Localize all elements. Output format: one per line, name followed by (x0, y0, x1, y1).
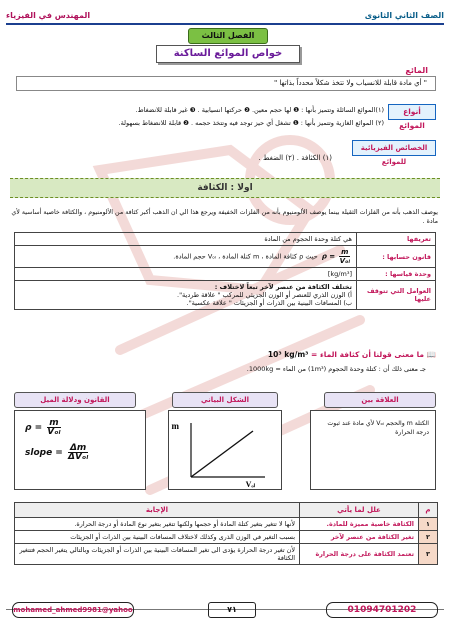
y-axis-label: m (171, 421, 179, 431)
table-row (15, 233, 436, 246)
top-bar (6, 8, 444, 22)
types-label: أنواع الموائع (388, 104, 436, 120)
properties-label: الخصائص الفيزيائية للموائع (352, 140, 436, 156)
page-title: خواص الموائع الساكنة (156, 45, 300, 63)
row-label: قانون حسابها : (357, 246, 436, 268)
table-row: ٣ تعتمد الكثافة على درجة الحرارة لأن تغير درجة الحرارة يؤدى الى تغير المسافات البينية بين الذرات أو الجزيئات وبالتالي يتغير الحجم فتتغير الكثافة (15, 544, 438, 565)
x-axis-label: Vₒₗ (245, 480, 255, 489)
grade-label: الصف الثاني الثانوى (364, 10, 444, 20)
meaning-question: 📖 ما معنى قولنا أن كثافة الماء = 10³ kg/m³ (267, 350, 436, 359)
intro-paragraph: يوصف الذهب بأنه من الفلزات الثقيلة بينما يوصف الألومنيوم بأنه من الفلزات الخفيفة ويرجع هذا الي ان الذهب أكبر كثافة من الألومنيوم ، والكثافة خاصية أساسية لأي مادة . (11, 209, 438, 225)
top-divider (6, 23, 444, 25)
slope-law: slope = $\frac{\Delta m}{\text{ΔVₒₗ}}$ (25, 443, 89, 462)
density-table (14, 232, 436, 310)
definition-label: المائع (405, 66, 428, 75)
section-banner-density: اولا : الكثافة (10, 178, 440, 198)
formula-explanation: حيث ρ كثافة المادة ، m كتلة المادة ، Vₒₗ حجم المادة. (173, 252, 318, 261)
col-num: م (419, 503, 438, 518)
law-title: القانون ودلالة الميل (14, 392, 136, 408)
footer-email: mohamed_ahmed9981@yahoo (12, 602, 134, 618)
author-label: المهندس في الفيزياء (6, 10, 91, 20)
table-header-row (15, 503, 438, 518)
row-value: تختلف الكثافة من عنصر لآخر تبعاً لاختلاف : أ) الوزن الذري للعنصر أو الوزن الجزيئي للمركب " علاقة طردية". ب) المسافات البينية بين الذرات أو الجزيئات " علاقة عكسية". (15, 281, 357, 310)
book-icon: 📖 (426, 350, 436, 359)
row-value: هي كتلة وحدة الحجوم من المادة (15, 233, 357, 246)
row-label: العوامل التي تتوقف عليها (357, 281, 436, 310)
meaning-answer: جـ معنى ذلك أن : كتلة وحدة الحجوم (1m³) من الماء = 1000kg. (246, 365, 426, 373)
row-label: وحدة قياسها : (357, 268, 436, 281)
density-formula: ρ = $\frac{m}{\text{Vₒₗ}}$ (321, 248, 350, 265)
table-row: ٢ تغير الكثافة من عنصر لآخر بسبب التغير في الوزن الذرى وكذلك لاختلاف المسافات البينية بين الذرات أو الجزيئات (15, 531, 438, 544)
properties-list: (١) الكثافة . (٢) الضغط . (258, 154, 332, 162)
table-row (15, 281, 436, 310)
reasons-table (14, 502, 438, 565)
relation-title: العلاقة بين (324, 392, 436, 408)
table-row (15, 268, 436, 281)
table-row (15, 246, 436, 268)
row-label: تعريفها (357, 233, 436, 246)
law-box (14, 410, 146, 490)
row-value: [kg/m³] (15, 268, 357, 281)
liquid-types-line: (۱)الموائع السائلة وتتميز بأنها : ❶ لها حجم معين. ❷ حركتها انسيابية . ❸ غير قابلة للانضغاط. (135, 106, 384, 114)
mass-volume-graph (169, 411, 281, 489)
gas-types-line: (۲) الموائع الغازية وتتميز بأنها : ❶ تشغل أي حيز توجد فيه وتتخذ حجمه . ❷ قابلة للانضغاط بسهولة. (118, 119, 384, 127)
density-law: ρ = $\frac{m}{\text{Vₒₗ}}$ (25, 418, 61, 437)
relation-text: الكتلة m والحجم Vₒₗ لأي مادة عند ثبوت درجة الحرارة (327, 420, 429, 436)
footer (6, 600, 444, 616)
table-row: ١ الكثافة خاصية مميزة للمادة. لأنها لا تتغير بتغير كتلة المادة أو حجمها ولكنها تتغير بتغير نوع المادة أو درجة الحرارة. (15, 518, 438, 531)
col-question: علل لما يأتي (300, 503, 419, 518)
graph-box (168, 410, 282, 490)
graph-title: الشكل البياني (172, 392, 278, 408)
law-formulas (15, 411, 145, 477)
row-value (15, 246, 357, 268)
chapter-badge: الفصل الثالث (188, 28, 268, 44)
graph-line (191, 431, 253, 477)
relation-box (310, 410, 436, 490)
col-answer: الإجابة (15, 503, 300, 518)
definition-box: " أي مادة قابلة للانسياب ولا تتخذ شكلاً محدداً بذاتها " (16, 76, 436, 91)
footer-phone: 01094701202 (326, 602, 438, 618)
page-number: ٧١ (208, 602, 256, 618)
